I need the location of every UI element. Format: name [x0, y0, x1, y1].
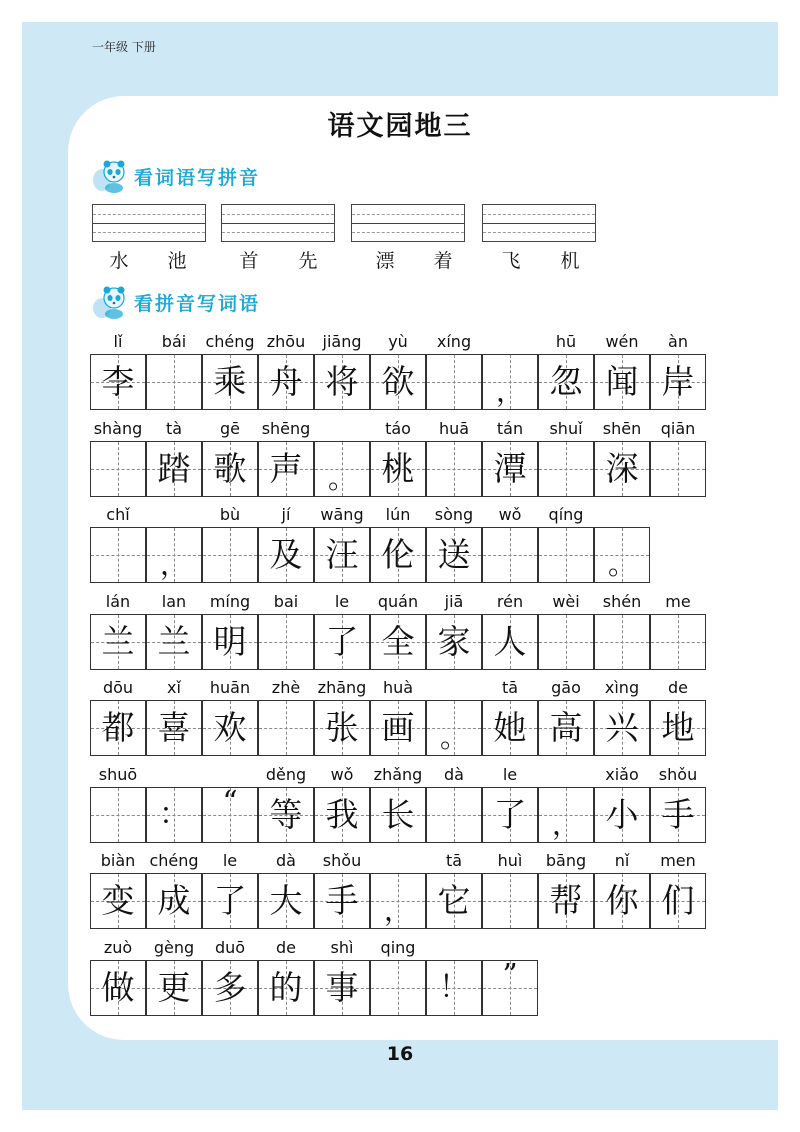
grid-character: 及 — [269, 535, 303, 574]
pinyin-label: shǒu — [322, 851, 362, 870]
grid-cell — [202, 700, 258, 756]
grid-character: 大 — [269, 881, 303, 920]
grid-cell-blank[interactable] — [90, 787, 146, 843]
pinyin-label: xiǎo — [605, 764, 639, 784]
pinyin-label: yù — [388, 332, 408, 351]
pinyin-label: zhāng — [317, 678, 367, 697]
pinyin-label: àn — [668, 332, 688, 351]
pinyin-label: xìng — [604, 678, 640, 697]
grid-character: ” — [502, 957, 518, 993]
pinyin-label: qing — [380, 937, 416, 957]
pinyin-label: zhōu — [266, 332, 306, 351]
grid-character — [651, 615, 705, 669]
grid-cell — [650, 354, 706, 410]
grid-cell — [594, 527, 650, 583]
page-number: 16 — [386, 1043, 414, 1065]
grid-cell-blank[interactable] — [482, 527, 538, 583]
grid-cell — [370, 614, 426, 670]
grid-character: 汪 — [325, 535, 359, 574]
grid-cell — [146, 700, 202, 756]
pinyin-label: tā — [501, 678, 519, 697]
grid-cell — [258, 873, 314, 929]
grid-character: 等 — [269, 794, 303, 834]
grid-cell — [370, 787, 426, 843]
section-heading-write-pinyin — [92, 158, 260, 194]
grid-cell — [482, 441, 538, 497]
pinyin-label: de — [276, 937, 296, 957]
grid-character — [259, 615, 313, 669]
pinyin-label: shǒu — [658, 764, 698, 784]
pinyin-label: bái — [161, 332, 187, 351]
pinyin-label: shēn — [602, 418, 642, 438]
pinyin-label: shén — [602, 591, 642, 611]
grid-character — [483, 528, 537, 582]
grid-cell — [202, 873, 258, 929]
pinyin-label: xǐ — [167, 678, 181, 697]
grid-character: 欢 — [213, 708, 247, 747]
grid-cell — [482, 614, 538, 670]
pinyin-label: jiāng — [322, 332, 362, 351]
pinyin-label: gāo — [551, 678, 581, 697]
grid-character: 变 — [101, 881, 135, 920]
pinyin-label: zuò — [103, 937, 133, 957]
grid-character: 你 — [605, 881, 639, 920]
grid-cell-blank[interactable] — [370, 960, 426, 1016]
grid-cell — [258, 527, 314, 583]
grid-character: 兴 — [605, 708, 639, 747]
pinyin-label: dà — [444, 764, 464, 784]
grid-cell — [538, 700, 594, 756]
pinyin-label: zhè — [271, 678, 301, 697]
pinyin-label: gē — [220, 418, 240, 438]
grid-cell — [146, 787, 202, 843]
word-character: 池 — [167, 250, 187, 272]
pinyin-label: shàng — [93, 418, 143, 438]
grid-character: 兰 — [157, 621, 191, 661]
grid-cell-blank[interactable] — [650, 614, 706, 670]
pinyin-label: nǐ — [614, 851, 630, 870]
pinyin-label: shì — [330, 937, 354, 957]
grid-cell — [370, 527, 426, 583]
pinyin-label: wǒ — [498, 505, 522, 524]
grid-character: ： — [159, 796, 189, 832]
grid-character — [483, 874, 537, 928]
grid-character: 张 — [325, 708, 359, 747]
grid-cell-blank[interactable] — [258, 700, 314, 756]
page-title: 语文园地三 — [327, 111, 473, 142]
grid-character — [539, 615, 593, 669]
grid-cell — [202, 960, 258, 1016]
pinyin-label: duō — [214, 937, 246, 957]
pinyin-label: le — [502, 764, 518, 784]
grid-cell-blank[interactable] — [146, 354, 202, 410]
grid-character: 欲 — [381, 362, 415, 401]
pinyin-label: qiān — [660, 418, 696, 438]
grid-cell — [370, 700, 426, 756]
grid-character: 的 — [269, 967, 303, 1007]
grid-cell — [650, 873, 706, 929]
section-heading-text: 看拼音写词语 — [134, 292, 261, 315]
pinyin-label: dà — [276, 851, 296, 870]
grid-cell — [258, 354, 314, 410]
grid-character: 事 — [325, 967, 359, 1007]
pinyin-label: de — [668, 678, 688, 697]
pinyin-label: chéng — [149, 851, 199, 870]
pinyin-label: biàn — [100, 851, 136, 870]
grid-cell-blank[interactable] — [202, 527, 258, 583]
grid-character: 人 — [493, 621, 527, 661]
grid-character — [91, 788, 145, 842]
pinyin-label: me — [665, 591, 691, 611]
pinyin-label: huà — [382, 678, 414, 697]
grid-cell — [146, 441, 202, 497]
grid-character: 小 — [605, 794, 639, 834]
pinyin-label: wèi — [552, 591, 580, 611]
grid-character: 帮 — [549, 881, 583, 920]
grid-character — [595, 615, 649, 669]
grid-cell — [650, 787, 706, 843]
grid-character: 手 — [325, 881, 359, 920]
grid-character: 成 — [157, 881, 191, 920]
word-character: 漂 — [375, 250, 395, 272]
grid-character — [427, 788, 481, 842]
grid-cell — [146, 527, 202, 583]
grid-cell — [426, 527, 482, 583]
pinyin-answer-box[interactable] — [92, 204, 206, 242]
grid-cell — [90, 354, 146, 410]
pinyin-label: jiā — [444, 591, 464, 611]
grid-character: ， — [495, 375, 524, 408]
pinyin-label: lún — [385, 505, 411, 524]
grid-cell-blank[interactable] — [90, 527, 146, 583]
grid-character — [371, 961, 425, 1015]
grid-cell — [594, 441, 650, 497]
grid-cell-blank[interactable] — [482, 873, 538, 929]
pinyin-answer-box[interactable] — [351, 204, 465, 242]
grid-cell-blank[interactable] — [426, 354, 482, 410]
grid-character — [539, 528, 593, 582]
pinyin-label: shuǐ — [549, 418, 583, 438]
pinyin-label: sòng — [434, 505, 474, 524]
grid-cell — [594, 873, 650, 929]
grid-character — [427, 355, 481, 409]
grid-character: 岸 — [661, 362, 695, 401]
pinyin-label: zhǎng — [373, 764, 423, 784]
grid-character: 都 — [101, 708, 135, 747]
grid-character: 了 — [325, 621, 359, 661]
grid-cell — [482, 957, 538, 1016]
word-character: 着 — [433, 250, 453, 272]
grid-cell-blank[interactable] — [426, 441, 482, 497]
grid-character: 了 — [493, 794, 527, 834]
grid-character: 潭 — [493, 448, 527, 488]
grid-cell — [370, 441, 426, 497]
grid-cell — [90, 960, 146, 1016]
grid-character — [91, 442, 145, 496]
word-character: 飞 — [501, 250, 521, 272]
grid-character: 桃 — [381, 448, 415, 488]
grid-cell-blank[interactable] — [650, 441, 706, 497]
word-character: 首 — [239, 250, 259, 272]
grid-cell-blank[interactable] — [538, 527, 594, 583]
grid-cell — [650, 700, 706, 756]
grid-cell — [314, 527, 370, 583]
grid-cell — [314, 960, 370, 1016]
grid-cell — [258, 787, 314, 843]
pinyin-label: tán — [496, 418, 524, 438]
grid-character: 深 — [605, 448, 639, 488]
pinyin-label: lǐ — [113, 332, 123, 351]
grid-character: 兰 — [101, 621, 135, 661]
grid-cell — [90, 873, 146, 929]
grid-cell — [314, 614, 370, 670]
grid-cell — [202, 784, 258, 843]
grid-character: 全 — [381, 621, 415, 661]
grid-character: 乘 — [213, 362, 247, 401]
section-heading-write-words — [92, 284, 260, 320]
word-character: 先 — [298, 250, 318, 272]
grid-cell — [482, 354, 538, 410]
grid-character — [651, 442, 705, 496]
grid-character: 。 — [439, 721, 468, 754]
grid-character: 李 — [101, 362, 135, 401]
pinyin-label: chǐ — [106, 505, 130, 524]
pinyin-label: huì — [497, 851, 523, 870]
grid-character: 家 — [437, 621, 471, 661]
grid-cell-blank[interactable] — [426, 787, 482, 843]
pinyin-label: wāng — [320, 505, 364, 524]
grid-cell — [538, 873, 594, 929]
grid-cell — [314, 787, 370, 843]
pinyin-label: bù — [219, 505, 241, 524]
grid-cell — [202, 441, 258, 497]
grid-cell — [258, 441, 314, 497]
pinyin-label: wǒ — [330, 764, 354, 784]
grid-cell — [90, 700, 146, 756]
pinyin-label: huān — [209, 678, 251, 697]
pinyin-label: qíng — [548, 505, 584, 524]
grid-character: 了 — [213, 881, 247, 920]
grid-character: ， — [383, 894, 412, 927]
grid-cell — [426, 873, 482, 929]
pinyin-label: lán — [105, 591, 131, 611]
pinyin-label: jí — [281, 505, 291, 524]
word-character: 机 — [560, 250, 580, 272]
pinyin-label: shēng — [261, 418, 311, 438]
pinyin-label: huā — [438, 418, 470, 438]
grid-character: 我 — [325, 794, 359, 834]
grid-character: 做 — [101, 967, 135, 1007]
pinyin-label: quán — [377, 591, 419, 611]
grid-cell-blank[interactable] — [538, 441, 594, 497]
grid-cell — [314, 354, 370, 410]
grid-character: 长 — [381, 794, 415, 834]
grid-character: 。 — [327, 461, 356, 495]
grid-cell — [146, 873, 202, 929]
grid-cell — [538, 787, 594, 843]
grid-character: 高 — [549, 708, 583, 747]
section-heading-text: 看词语写拼音 — [134, 166, 261, 189]
grid-cell — [146, 960, 202, 1016]
grid-cell-blank[interactable] — [90, 441, 146, 497]
grid-character — [147, 355, 201, 409]
grid-cell — [594, 700, 650, 756]
grid-cell — [202, 354, 258, 410]
grid-character: 地 — [661, 708, 695, 747]
grid-character: 闻 — [605, 362, 639, 401]
grid-character: 。 — [607, 548, 636, 581]
grid-cell-blank[interactable] — [258, 614, 314, 670]
pinyin-answer-box[interactable] — [221, 204, 335, 242]
pinyin-label: hū — [555, 332, 577, 351]
grid-character: 它 — [437, 881, 471, 920]
panda-icon — [92, 158, 130, 194]
grid-cell — [538, 354, 594, 410]
grid-cell-blank[interactable] — [594, 614, 650, 670]
grid-character — [539, 442, 593, 496]
pinyin-label: shuō — [98, 764, 138, 784]
grid-cell — [202, 614, 258, 670]
grid-character — [427, 442, 481, 496]
grid-cell — [314, 873, 370, 929]
grid-cell — [594, 787, 650, 843]
pinyin-label: xíng — [436, 332, 472, 351]
grid-character: 喜 — [157, 708, 191, 747]
grid-cell — [146, 614, 202, 670]
grid-character: 明 — [213, 621, 247, 661]
grid-cell-blank[interactable] — [538, 614, 594, 670]
pinyin-label: men — [660, 851, 696, 870]
grid-character: 踏 — [157, 448, 191, 488]
grid-cell — [426, 614, 482, 670]
grid-cell — [314, 700, 370, 756]
grid-character: 歌 — [213, 448, 247, 488]
pinyin-label: le — [222, 851, 238, 870]
pinyin-label: wén — [605, 332, 639, 351]
grid-character: 声 — [269, 448, 303, 488]
grid-character: “ — [222, 784, 238, 820]
pinyin-label: bāng — [545, 851, 587, 870]
grid-character — [91, 528, 145, 582]
panda-icon — [92, 284, 130, 320]
pinyin-label: tā — [445, 851, 463, 870]
pinyin-label: dōu — [102, 678, 134, 697]
pinyin-label: le — [334, 591, 350, 611]
grid-character: 将 — [325, 362, 359, 401]
grid-character: 舟 — [269, 362, 303, 401]
grid-character: 更 — [157, 967, 191, 1007]
grade-label: 一年级 下册 — [92, 40, 156, 54]
grid-character: 忽 — [549, 362, 583, 401]
grid-character: 送 — [437, 535, 471, 574]
pinyin-label: bai — [273, 591, 299, 611]
pinyin-label: chéng — [205, 332, 255, 351]
grid-cell — [426, 960, 482, 1016]
pinyin-label: gèng — [153, 937, 195, 957]
grid-character: 她 — [493, 708, 527, 747]
grid-character: ！ — [439, 969, 469, 1005]
grid-cell — [90, 614, 146, 670]
grid-character — [203, 528, 257, 582]
grid-character: ， — [159, 548, 188, 581]
pinyin-label: tà — [165, 418, 183, 438]
pinyin-label: děng — [265, 764, 307, 784]
grid-character: 们 — [661, 881, 695, 920]
grid-cell — [370, 873, 426, 929]
word-character: 水 — [109, 250, 129, 272]
pinyin-label: rén — [496, 591, 524, 611]
grid-character: ， — [551, 807, 580, 841]
grid-cell — [370, 354, 426, 410]
grid-character — [259, 701, 313, 755]
pinyin-label: táo — [385, 418, 411, 438]
grid-cell — [426, 700, 482, 756]
grid-character: 多 — [213, 967, 247, 1007]
pinyin-answer-box[interactable] — [482, 204, 596, 242]
grid-cell — [258, 960, 314, 1016]
grid-character: 画 — [381, 708, 415, 747]
grid-character: 手 — [661, 794, 695, 834]
pinyin-label: lan — [161, 591, 187, 611]
grid-cell — [482, 700, 538, 756]
grid-cell — [594, 354, 650, 410]
grid-character: 伦 — [381, 535, 415, 574]
grid-cell — [314, 441, 370, 497]
pinyin-label: míng — [209, 591, 251, 611]
grid-cell — [482, 787, 538, 843]
